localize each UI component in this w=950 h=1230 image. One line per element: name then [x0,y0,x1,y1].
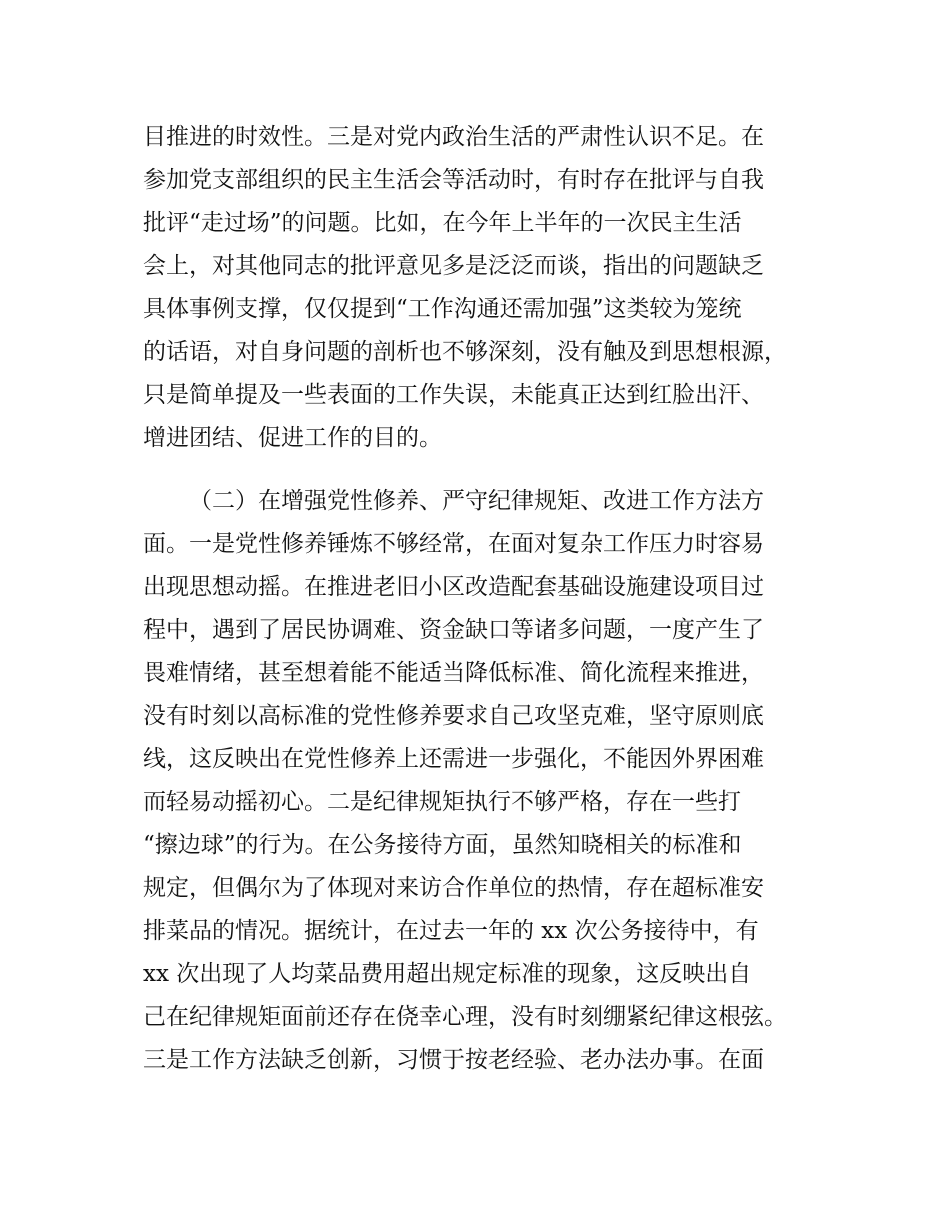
text-line: xx 次出现了人均菜品费用超出规定标准的现象，这反映出自 [143,961,752,987]
text-line: 具体事例支撑，仅仅提到“工作沟通还需加强”这类较为笼统 [143,296,742,322]
text-line: 目推进的时效性。三是对党内政治生活的严肃性认识不足。在 [143,124,764,150]
paragraph-2 [143,480,823,1082]
text-line: 面。一是党性修养锤炼不够经常，在面对复杂工作压力时容易 [143,531,764,557]
text-line: 的话语，对自身问题的剖析也不够深刻，没有触及到思想根源， [143,339,787,365]
text-line: 出现思想动摇。在推进老旧小区改造配套基础设施建设项目过 [143,574,764,600]
text-line: 而轻易动摇初心。二是纪律规矩执行不够严格，存在一些打 [143,789,741,815]
text-line: 排菜品的情况。据统计，在过去一年的 xx 次公务接待中，有 [143,918,759,944]
text-line: 三是工作方法缺乏创新，习惯于按老经验、老办法办事。在面 [143,1047,764,1073]
text-line: 会上，对其他同志的批评意见多是泛泛而谈，指出的问题缺乏 [143,253,764,279]
text-line: 规定，但偶尔为了体现对来访合作单位的热情，存在超标准安 [143,875,764,901]
text-line: 只是简单提及一些表面的工作失误，未能真正达到红脸出汗、 [143,382,764,408]
text-line: 畏难情绪，甚至想着能不能适当降低标准、简化流程来推进， [143,660,764,686]
text-line: 批评“走过场”的问题。比如，在今年上半年的一次民主生活 [143,210,742,236]
text-line: 己在纪律规矩面前还存在侥幸心理，没有时刻绷紧纪律这根弦。 [143,1004,787,1030]
text-line: 没有时刻以高标准的党性修养要求自己攻坚克难，坚守原则底 [143,703,764,729]
text-line: 线，这反映出在党性修养上还需进一步强化，不能因外界困难 [143,746,764,772]
text-line: 增进团结、促进工作的目的。 [143,425,442,451]
text-line: “擦边球”的行为。在公务接待方面，虽然知晓相关的标准和 [143,832,742,858]
text-line: 参加党支部组织的民主生活会等活动时，有时存在批评与自我 [143,167,764,193]
text-line: 程中，遇到了居民协调难、资金缺口等诸多问题，一度产生了 [143,617,764,643]
paragraph-1 [143,116,823,460]
section-heading-line: （二）在增强党性修养、严守纪律规矩、改进工作方法方 [189,488,764,514]
